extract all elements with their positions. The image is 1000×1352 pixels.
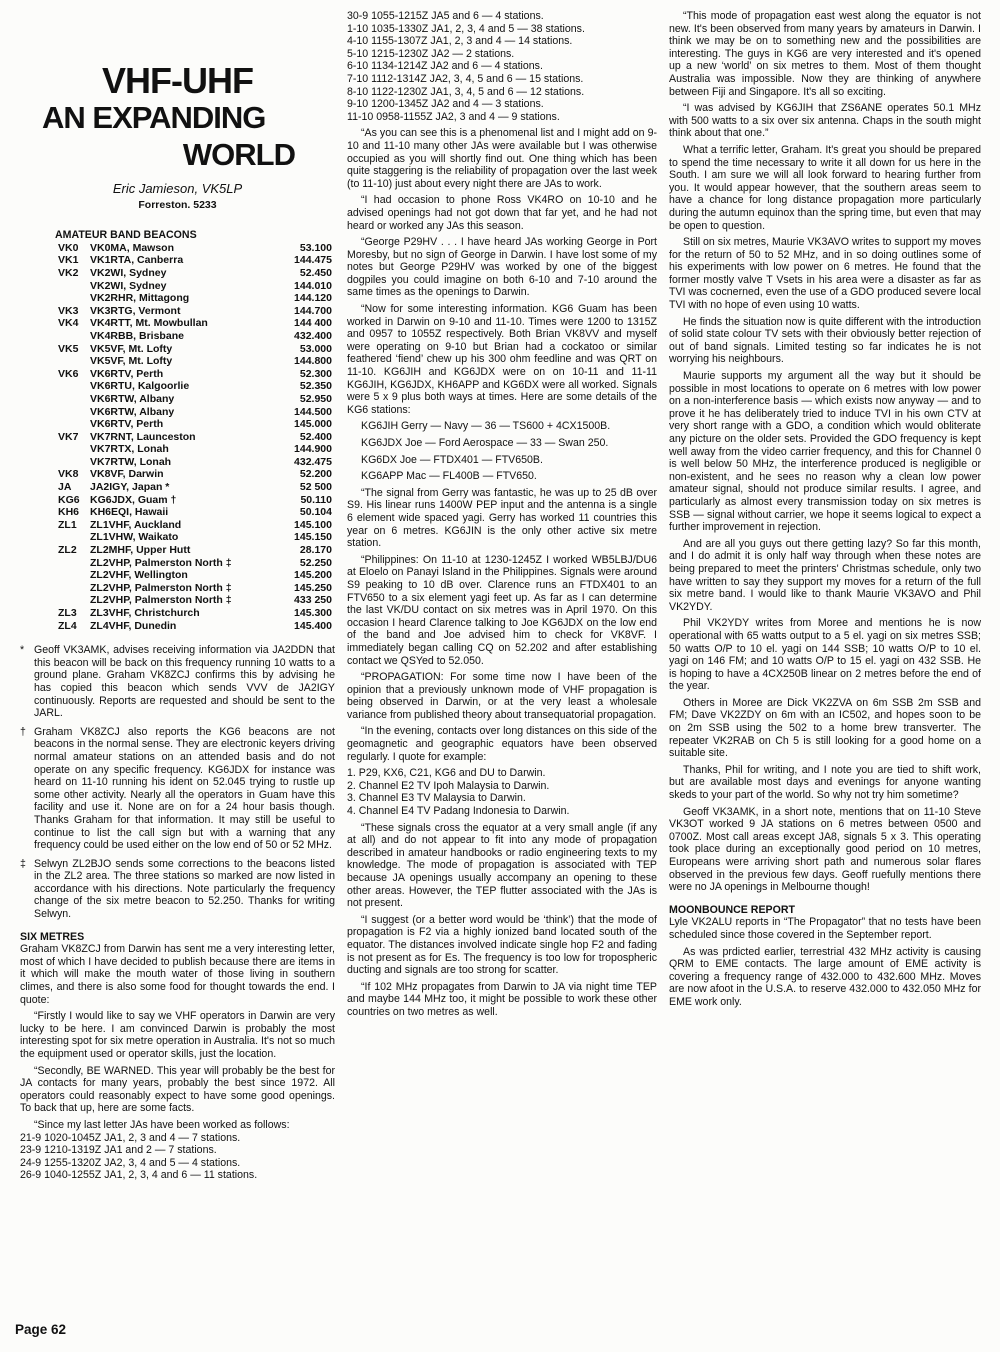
ja-contact-log-part-2 — [347, 10, 657, 123]
beacon-area — [58, 280, 90, 293]
beacon-area: VK0 — [58, 241, 79, 254]
beacon-row — [58, 330, 332, 343]
beacon-row — [58, 607, 332, 620]
beacon-area — [58, 569, 90, 582]
footnote — [20, 858, 335, 921]
beacon-frequency: 52.400 — [299, 430, 332, 443]
beacon-row — [58, 368, 332, 381]
beacon-area — [58, 582, 90, 595]
paragraph: Maurie supports my argument all the way but it should be possible in most locations to operate on 6 metres with low power on a non-interference basis — which exists now anyway — and to prove it he has deliberately tried to induce TVI in his own CTV at very short range with a GDO, a condition which would obliterate any picture on the older sets. Provided the GDO frequency is kept well away from the video carrier frequency, and this for Channel 0 is well below 50 MHz, the interference produced is negligible or non-existent, and he sees no reason why a clean low power amateur signal, should not produce similar results. I agree, and particularly as almost every transmission today on six metres is SSB — signal without carrier, we hope it seems logical to expect a further improvement in rejection. — [669, 370, 981, 534]
beacon-row — [58, 468, 332, 481]
beacon-area — [58, 393, 90, 406]
beacon-row — [58, 481, 332, 494]
paragraph: “I was advised by KG6JIH that ZS6ANE operates 50.1 MHz with 500 watts to a six over six antenna. Chaps in the south might think about that one.” — [669, 102, 981, 140]
beacon-area: ZL1 — [58, 518, 77, 531]
log-entry: 1-10 1035-1330Z JA1, 2, 3, 4 and 5 — 38 stations. — [347, 22, 585, 35]
beacon-row — [58, 582, 332, 595]
beacon-row — [58, 594, 332, 607]
beacon-row — [58, 620, 332, 633]
footnote-mark: † — [20, 725, 26, 738]
beacon-area — [58, 594, 90, 607]
paragraph: “PROPAGATION: For some time now I have been of the opinion that a previously unknown mode of VHF propagation is being observed in Darwin, or at the very least a wholesale variance from published theory about transequatorial propagation. — [347, 671, 657, 721]
footnote-mark: * — [20, 644, 25, 657]
beacon-row — [58, 242, 332, 255]
moonbounce-heading: MOONBOUNCE REPORT — [669, 903, 795, 916]
beacon-callsign: VK7RTW, Lonah — [90, 455, 172, 468]
footnote — [20, 726, 335, 852]
list-item: 2. Channel E2 TV Ipoh Malaysia to Darwin. — [347, 779, 550, 792]
footnote-mark: ‡ — [20, 857, 26, 870]
beacon-frequency: 432.400 — [294, 329, 332, 342]
beacon-frequency: 144.500 — [294, 405, 332, 418]
ja-contact-log-part-1 — [20, 1132, 335, 1182]
beacon-frequency: 144 400 — [294, 317, 332, 330]
beacon-row — [58, 557, 332, 570]
log-entry: 4-10 1155-1307Z JA1, 2, 3 and 4 — 14 stations. — [347, 35, 573, 48]
beacon-row — [58, 317, 332, 330]
beacon-callsign: ZL1VHW, Waikato — [90, 531, 179, 544]
station-detail: KG6JIH Gerry — Navy — 36 — TS600 + 4CX1500B. — [361, 420, 611, 433]
beacon-callsign: ZL4VHF, Dunedin — [90, 619, 177, 632]
list-item: 1. P29, KX6, C21, KG6 and DU to Darwin. — [347, 767, 546, 780]
beacon-callsign: VK6RTW, Albany — [90, 405, 175, 418]
beacon-row — [58, 267, 332, 280]
beacon-callsign: VK2RHR, Mittagong — [90, 292, 190, 305]
beacon-row — [58, 380, 332, 393]
station-detail: KG6DX Joe — FTDX401 — FTV650B. — [361, 453, 543, 466]
beacon-frequency: 145.250 — [294, 581, 332, 594]
beacon-callsign: VK1RTA, Canberra — [90, 254, 184, 267]
paragraph: What a terrific letter, Graham. It's great you should be prepared to spend the time necessary to write it all down for us here in the South. I am sure we will all look forward to hearing further from you. It would appear however, that the southern areas seem to have a chance for long distance propagation more particularly during the autumn equinox than the spring time, but even that may be open to question. — [669, 143, 981, 232]
paragraph: Still on six metres, Maurie VK3AVO writes to support my moves for the return of 50 to 52 MHz, and in so doing outlines some of his experiments with low power on 6 metres. He found that the former mostly valve T Vsets in his area were a disaster as far as TVI was cocnerned, even the use of a GDO produced severe local TVI with no hope of even using 10 watts. — [669, 236, 981, 312]
beacon-area: KH6 — [58, 506, 80, 519]
beacon-callsign: KH6EQI, Hawaii — [90, 506, 169, 519]
beacon-row — [58, 355, 332, 368]
beacon-area: VK8 — [58, 468, 79, 481]
beacon-row — [58, 506, 332, 519]
beacon-row — [58, 393, 332, 406]
beacon-area: VK5 — [58, 342, 79, 355]
beacon-row — [58, 494, 332, 507]
paragraph: As was prdicted earlier, terrestrial 432 MHz activity is causing QRM to EME contacts. The large amount of EME activity is covering a frequency range of 432.000 to 432.600 MHz. Moves are now afoot in the U.S.A. to reserve 432.000 to 432.050 MHz for EME work only. — [669, 945, 981, 1008]
beacon-callsign: ZL2MHF, Upper Hutt — [90, 544, 191, 557]
beacon-notes — [20, 644, 335, 920]
beacon-area — [58, 380, 90, 393]
paragraph: “George P29HV . . . I have heard JAs working George in Port Moresby, but no sign of George in Darwin. I have lost some of my notes but George P29HV was worked by one of the biggest dogpiles you could imagine on both 6-10 and 7-10 around the same times as the openings to Darwin. — [347, 236, 657, 299]
footnote-text: Selwyn ZL2BJO sends some corrections to the beacons listed in the ZL2 area. The three stations so marked are now listed in accordance with his directions. Note particularly the frequency change of the six metre beacon to 52.250. Thanks for writing Selwyn. — [34, 857, 335, 921]
footnote-text: Graham VK8ZCJ also reports the KG6 beacons are not beacons in the normal sense. They are electronic keyers driving normal amateur stations on an attended basis and do not operate on any specific frequency. KG6JDX for instance was heard on 11-10 running his ident on 52.045 trying to rustle up some other activity. Nearly all the operators in Guam have this facility and use it. None are on for a 24 hour basis though. Thanks Graham for that information. It may still be useful to continue to list the call sign but with a warning that any frequency could be used either on the low end of 50 or 52 MHz. — [34, 725, 335, 852]
beacon-callsign: VK7RTX, Lonah — [90, 443, 169, 456]
beacon-area: VK2 — [58, 266, 79, 279]
beacon-frequency: 144.900 — [294, 443, 332, 456]
paragraph: Lyle VK2ALU reports in “The Propagator” that no tests have been scheduled since those covered in the September report. — [669, 916, 981, 941]
beacon-callsign: VK6RTV, Perth — [90, 367, 164, 380]
log-entry: 30-9 1055-1215Z JA5 and 6 — 4 stations. — [347, 10, 544, 22]
beacon-row — [58, 569, 332, 582]
beacon-callsign: VK7RNT, Launceston — [90, 430, 196, 443]
log-entry: 21-9 1020-1045Z JA1, 2, 3 and 4 — 7 stations. — [20, 1131, 241, 1144]
beacon-frequency: 28.170 — [299, 544, 332, 557]
footnote-text: Geoff VK3AMK, advises receiving information via JA2DDN that this beacon will be back on this frequency running 10 watts to a ground plane. Graham VK8ZCJ confirms this by advising he has copied this beacon which sends VVV de JA2IGY continuously. Reports are requested and should be sent to the JARL. — [34, 644, 335, 720]
beacon-row — [58, 305, 332, 318]
beacon-callsign: VK2WI, Sydney — [90, 266, 167, 279]
beacon-area — [58, 557, 90, 570]
beacons-table — [58, 242, 332, 632]
paragraph: “Firstly I would like to say we VHF operators in Darwin are very lucky to be here. I am convinced Darwin is probably the most interesting spot for six metre operation in Australia. It's not so much the equipment used or operator skills, just the location. — [20, 1010, 335, 1060]
column-1 — [20, 10, 335, 1182]
six-metres-intro: Graham VK8ZCJ from Darwin has sent me a very interesting letter, most of which I have decided to publish because there are items in it which will make the mouth water of those living in southern climes, and there is also some food for thought towards the end. I quote: — [20, 943, 335, 1006]
six-metres-heading: SIX METRES — [20, 930, 85, 943]
author-address: Forreston. 5233 — [138, 198, 217, 211]
beacon-row — [58, 343, 332, 356]
beacon-callsign: VK6RTU, Kalgoorlie — [90, 380, 190, 393]
beacon-callsign: ZL3VHF, Christchurch — [90, 607, 200, 619]
paragraph: And are all you guys out there getting lazy? So far this month, and I do admit it is only half way through when these notes are being prepared to meet the printers' Christmas schedule, only two have written to say they support my moves for a return of the full six metre band. I would like to thank Maurie VK3AVO and Phil VK2YDY. — [669, 537, 981, 613]
log-entry: 6-10 1134-1214Z JA2 and 6 — 4 stations. — [347, 60, 543, 73]
beacon-row — [58, 456, 332, 469]
beacon-area — [58, 443, 90, 456]
paragraph: “If 102 MHz propagates from Darwin to JA via night time TEP and maybe 144 MHz too, it might be possible to work these other countries on two metres as well. — [347, 980, 657, 1018]
paragraph: “I had occasion to phone Ross VK4RO on 10-10 and he advised openings had not got down that far yet, and he had not heard or worked any JAs this season. — [347, 194, 657, 232]
beacons-heading: AMATEUR BAND BEACONS — [55, 229, 197, 242]
log-entry: 5-10 1215-1230Z JA2 — 2 stations. — [347, 47, 515, 60]
beacon-row — [58, 443, 332, 456]
beacon-area: ZL4 — [58, 619, 77, 632]
log-entry: 24-9 1255-1320Z JA2, 3, 4 and 5 — 4 stations. — [20, 1156, 241, 1169]
beacon-callsign: VK4RBB, Brisbane — [90, 329, 184, 342]
paragraph: “This mode of propagation east west along the equator is not new. It's been observed from many years by amateurs in Darwin. I think we may be on to something new and the possibilities are interesting. The guys in KG6 are very interested and it's opened up a new ‘world’ on six metres to them. Most of them thought Australia was impossible. Now they are thinking of anywhere between Fiji and Singapore. It's all so exciting. — [669, 10, 981, 98]
beacon-frequency: 433 250 — [294, 594, 332, 607]
beacon-frequency: 145.400 — [294, 619, 332, 632]
beacon-frequency: 145.300 — [294, 607, 332, 619]
beacon-frequency: 52.200 — [299, 468, 332, 481]
beacon-frequency: 144.010 — [294, 279, 332, 292]
beacon-callsign: ZL1VHF, Auckland — [90, 518, 182, 531]
beacon-row — [58, 292, 332, 305]
beacon-area: ZL2 — [58, 544, 77, 557]
beacon-callsign: VK0MA, Mawson — [90, 241, 175, 254]
paragraph: Others in Moree are Dick VK2ZVA on 6m SSB 2m SSB and FM; Dave VK2ZDY on 6m with an IC502, and hopes soon to be on 2m SSB using the 502 to a home brew transverter. The repeater VK2RAB on Ch 5 is still looking for a good home on a suitable site. — [669, 696, 981, 760]
paragraph: “Now for some interesting information. KG6 Guam has been worked in Darwin on 9-10 and 11-10. Times were 1200 to 1315Z and 0957 to 1055Z respectively. Both Brian VK8VV and myself were operating on 9-10 but Brian had a cockatoo or similar feathered ‘fiend’ chew up his 300 ohm feedline and was QRT on 11-10. KG6JIH and KG6JDX were on on 10-11 and 11-11 KG6JIH, KG6JDX, KH6APP and KG6DX were all worked. Signals were 5 x 9 plus both ways at times. Here are some details of the KG6 stations: — [347, 303, 657, 416]
beacon-area: VK6 — [58, 367, 79, 380]
beacon-callsign: ZL2VHF, Wellington — [90, 569, 188, 582]
beacon-frequency: 144.700 — [294, 304, 332, 317]
beacon-frequency: 52.450 — [299, 266, 332, 279]
beacon-frequency: 145.000 — [294, 418, 332, 431]
beacon-row — [58, 418, 332, 431]
beacon-row — [58, 254, 332, 267]
paragraph: “Philippines: On 11-10 at 1230-1245Z I worked WB5LBJ/DU6 at Eloelo on Panayi Island in the Philippines. Signals were around S9 peaking to 10 dB over. Clarence runs an FTDX401 to an FTV650 to a six element yagi feet up. As far as I can determine the last VK/DU contact on six metres was in April 1970. On this occasion I heard Clarence talking to Joe KG6JDX on the low end of the band and Joe advised him to check for VK8VF. I immediately began calling CQ on 52.202 and after establishing contact we QSYed to 52.050. — [347, 553, 657, 667]
paragraph: “The signal from Gerry was fantastic, he was up to 25 dB over S9. His linear runs 1400W PEP input and the antenna is a single 6 element wide spaced yagi. Gerry has worked 11 countries this year on 6 metres. KG6JIN is the only other active six metre station. — [347, 486, 657, 550]
beacon-area — [58, 406, 90, 419]
beacon-callsign: VK6RTW, Albany — [90, 392, 175, 405]
beacon-area — [58, 330, 90, 343]
beacon-callsign: KG6JDX, Guam † — [90, 493, 177, 506]
beacon-callsign: JA2IGY, Japan * — [90, 481, 170, 494]
station-detail: KG6APP Mac — FL400B — FTV650. — [361, 470, 537, 483]
paragraph: “As you can see this is a phenomenal list and I might add on 9-10 and 11-10 many other JAs were available but I was otherwise occupied as you will shortly find out. One thing which has been quite staggering is the reliability of propagation over the last week (to 11-10) just about every night there are JAs to work. — [347, 127, 657, 190]
beacon-area: ZL3 — [58, 607, 77, 619]
beacon-row — [58, 531, 332, 544]
beacon-callsign: ZL2VHP, Palmerston North ‡ — [90, 556, 232, 569]
beacon-area — [58, 355, 90, 368]
beacon-frequency: 52.350 — [299, 380, 332, 393]
beacon-frequency: 50.110 — [300, 493, 332, 506]
log-entry: 8-10 1122-1230Z JA1, 3, 4, 5 and 6 — 12 stations. — [347, 85, 585, 98]
beacon-frequency: 145.150 — [294, 531, 332, 544]
beacon-callsign: VK4RTT, Mt. Mowbullan — [90, 317, 208, 330]
beacon-frequency: 52.300 — [299, 367, 332, 380]
propagation-examples-list — [347, 767, 657, 817]
paragraph: “Since my last letter JAs have been worked as follows: — [34, 1118, 290, 1131]
beacon-area: VK3 — [58, 304, 79, 317]
page-number: Page 62 — [15, 1322, 67, 1337]
beacon-row — [58, 280, 332, 293]
paragraph: “These signals cross the equator at a very small angle (if any at all) and do not appear to fit into any mode of propagation described in amateur handbooks or radio engineering texts to my knowledge. The mode of propagation is associated with TEP because JA openings usually accompany an opening to these other areas. However, the TEP flutter associated with the JAs is not present. — [347, 821, 657, 910]
author-byline: Eric Jamieson, VK5LP — [112, 181, 243, 196]
paragraph: Geoff VK3AMK, in a short note, mentions that on 11-10 Steve VK3OT worked 9 JA stations on 6 metres between 0500 and 0700Z. Most call areas except JA8, signals 5 x 3. This operating took place during an exceptionally good period on 10 metres, Europeans were arriving short path and numerous solar flares observed in the previous few days. Geoff ruefully mentions there were no JA openings in Melbourne though! — [669, 805, 981, 894]
beacon-area: VK7 — [58, 430, 79, 443]
paragraph: “In the evening, contacts over long distances on this side of the geomagnetic and geographic equators have been observed regularly. I quote for example: — [347, 725, 657, 763]
beacon-callsign: ZL2VHP, Palmerston North ‡ — [90, 581, 232, 594]
beacon-frequency: 145.100 — [294, 518, 332, 531]
beacon-frequency: 144.120 — [294, 292, 332, 305]
log-entry: 7-10 1112-1314Z JA2, 3, 4, 5 and 6 — 15 stations. — [347, 72, 584, 85]
beacon-area — [58, 418, 90, 431]
beacon-frequency: 432.475 — [294, 455, 332, 468]
column-3 — [669, 10, 981, 1009]
log-entry: 26-9 1040-1255Z JA1, 2, 3, 4 and 6 — 11 stations. — [20, 1169, 258, 1182]
beacon-callsign: ZL2VHP, Palmerston North ‡ — [90, 594, 232, 607]
paragraph: Phil VK2YDY writes from Moree and mentions he is now operational with 65 watts output to a 5 el. yagi on six metres SSB; 50 watts O/P to 10 el. yagi on 144 SSB; 10 watts O/P to 10 el. yagi on 146 FM; and 10 watts O/P to 15 el. yagi on 432 SSB. He is hoping to have a 4CX250B linear on 2 metres before the end of the year. — [669, 617, 981, 693]
title-line-2: AN EXPANDING — [42, 100, 266, 135]
beacon-frequency: 52.250 — [299, 556, 332, 569]
beacon-row — [58, 519, 332, 532]
beacon-row — [58, 544, 332, 557]
article-title — [20, 62, 335, 173]
log-entry: 23-9 1210-1319Z JA1 and 2 — 7 stations. — [20, 1144, 217, 1157]
beacon-callsign: VK5VF, Mt. Lofty — [90, 342, 173, 355]
beacon-callsign: VK2WI, Sydney — [90, 279, 167, 292]
paragraph: Thanks, Phil for writing, and I note you are tied to shift work, but are available most days and evenings for anyone wanting skeds to your part of the world. So why not try him sometime? — [669, 763, 981, 802]
beacon-frequency: 145.200 — [294, 569, 332, 582]
beacon-callsign: VK8VF, Darwin — [90, 468, 164, 481]
beacon-area: JA — [58, 481, 72, 494]
beacon-callsign: VK3RTG, Vermont — [90, 304, 181, 317]
footnote — [20, 644, 335, 720]
beacon-area — [58, 292, 90, 305]
beacon-area: KG6 — [58, 493, 80, 506]
paragraph: He finds the situation now is quite different with the introduction of solid state colour TV sets with their obviously better rejection of out of band signals. Limited testing so far indicates he is not worrying his neighbours. — [669, 315, 981, 366]
list-item: 3. Channel E3 TV Malaysia to Darwin. — [347, 792, 526, 805]
beacon-frequency: 53.100 — [299, 241, 332, 254]
list-item: 4. Channel E4 TV Padang Indonesia to Darwin. — [347, 805, 570, 818]
beacon-area: VK1 — [58, 254, 79, 267]
beacon-callsign: VK5VF, Mt. Lofty — [90, 355, 173, 368]
paragraph: “I suggest (or a better word would be ‘think’) that the mode of propagation is F2 via a highly ionized band located south of the equator. The distances involved indicate single hop F2 and fading is not present as for Es. The frequency is too low for tropospheric ducting and signals are too strong for scatter. — [347, 913, 657, 977]
paragraph: “Secondly, BE WARNED. This year will probably be the best for JA contacts for many years, probably the best since 1972. All operators could reasonably expect to have some good openings. To back that up, here are some facts. — [20, 1064, 335, 1115]
log-entry: 9-10 1200-1345Z JA2 and 4 — 3 stations. — [347, 98, 544, 111]
beacon-row — [58, 431, 332, 444]
log-entry: 11-10 0958-1155Z JA2, 3 and 4 — 9 stations. — [347, 110, 560, 123]
beacon-frequency: 144.800 — [294, 355, 332, 368]
beacon-frequency: 144.475 — [294, 254, 332, 267]
beacon-frequency: 52 500 — [299, 481, 332, 494]
beacon-area — [58, 531, 90, 544]
beacon-callsign: VK6RTV, Perth — [90, 418, 164, 431]
title-line-1: VHF-UHF — [102, 60, 253, 101]
beacon-frequency: 50.104 — [299, 506, 332, 519]
title-line-3: WORLD — [182, 137, 295, 172]
beacon-frequency: 52.950 — [299, 392, 332, 405]
beacon-area: VK4 — [58, 317, 79, 330]
station-detail: KG6JDX Joe — Ford Aerospace — 33 — Swan 250. — [361, 437, 609, 449]
beacon-area — [58, 456, 90, 469]
column-2 — [347, 10, 657, 1019]
beacon-row — [58, 406, 332, 419]
beacon-frequency: 53.000 — [299, 342, 332, 355]
